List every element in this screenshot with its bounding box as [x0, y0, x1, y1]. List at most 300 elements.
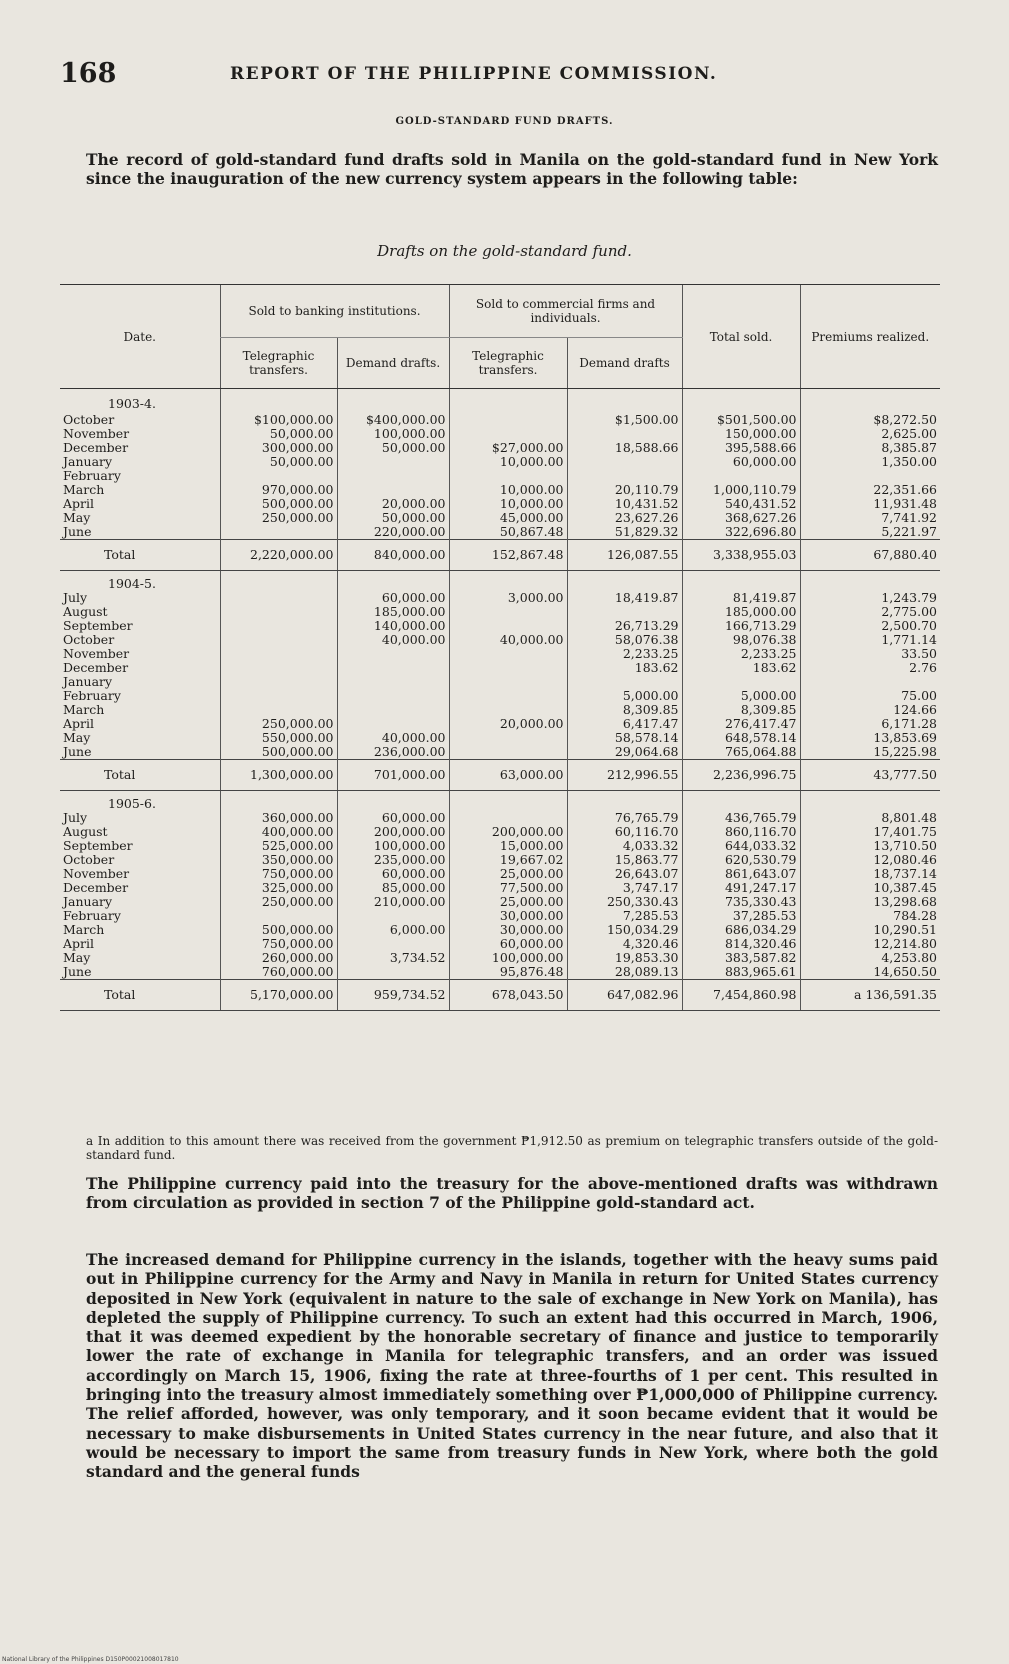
value-cell	[567, 605, 682, 619]
drafts-table	[60, 284, 940, 1011]
table-row	[60, 469, 940, 483]
value-cell	[800, 675, 940, 689]
value-cell: 1,000,110.79	[682, 483, 800, 497]
total-label: Total	[60, 980, 220, 1011]
value-cell: 220,000.00	[337, 525, 449, 540]
paragraph-currency-demand: The increased demand for Philippine currency in the islands, together with the heavy sums paid out in Philippine currency for the Army and Navy in Manila in return for United States currency deposited in New York (equivalent in nature to the sale of exchange in New York on Manila), has depleted the supply of Philippine currency. To such an extent had this occurred in March, 1906, that it was deemed expedient by the honorable secretary of finance and justice to temporarily lower the rate of exchange in Manila for telegraphic transfers, and an order was issued accordingly on March 15, 1906, fixing the rate at three-fourths of 1 per cent. This resulted in bringing into the treasury almost immediately something over ₱1,000,000 of Philippine currency. The relief afforded, however, was only temporary, and it soon became evident that it would be necessary to make disbursements in United States currency in the near future, and also that it would be necessary to import the same from treasury funds in New York, where both the gold standard and the general funds	[86, 1250, 938, 1482]
header-banking: Sold to banking institutions.	[220, 285, 449, 338]
total-value: 1,300,000.00	[220, 760, 337, 791]
table-row	[60, 745, 940, 760]
value-cell: 95,876.48	[449, 965, 567, 980]
value-cell: 750,000.00	[220, 867, 337, 881]
value-cell: 13,298.68	[800, 895, 940, 909]
value-cell: 50,000.00	[220, 455, 337, 469]
month-cell: November	[63, 427, 130, 441]
value-cell: 20,000.00	[337, 497, 449, 511]
table-row	[60, 427, 940, 441]
value-cell	[220, 689, 337, 703]
value-cell	[220, 633, 337, 647]
year-label: 1903-4.	[108, 396, 156, 411]
table-row	[60, 965, 940, 980]
value-cell	[449, 661, 567, 675]
value-cell	[220, 661, 337, 675]
value-cell: 100,000.00	[337, 839, 449, 853]
value-cell: 29,064.68	[567, 745, 682, 760]
value-cell	[337, 689, 449, 703]
value-cell: 100,000.00	[337, 427, 449, 441]
value-cell: 76,765.79	[567, 811, 682, 825]
empty-cell	[449, 791, 567, 812]
header-total-sold: Total sold.	[682, 285, 800, 389]
value-cell: 750,000.00	[220, 937, 337, 951]
month-cell: March	[63, 923, 105, 937]
month-cell: November	[63, 867, 130, 881]
value-cell: 25,000.00	[449, 895, 567, 909]
value-cell: 30,000.00	[449, 923, 567, 937]
month-cell: August	[63, 605, 108, 619]
value-cell	[337, 661, 449, 675]
value-cell	[449, 619, 567, 633]
value-cell: 300,000.00	[220, 441, 337, 455]
total-value: 126,087.55	[567, 540, 682, 571]
total-value: 43,777.50	[800, 760, 940, 791]
value-cell: 14,650.50	[800, 965, 940, 980]
value-cell: 30,000.00	[449, 909, 567, 923]
month-cell: June	[63, 525, 92, 539]
value-cell: 250,000.00	[220, 717, 337, 731]
value-cell: 23,627.26	[567, 511, 682, 525]
value-cell: 686,034.29	[682, 923, 800, 937]
empty-cell	[449, 389, 567, 414]
value-cell: 4,320.46	[567, 937, 682, 951]
value-cell: 970,000.00	[220, 483, 337, 497]
value-cell	[449, 703, 567, 717]
value-cell: 350,000.00	[220, 853, 337, 867]
value-cell: 8,801.48	[800, 811, 940, 825]
value-cell: 7,741.92	[800, 511, 940, 525]
month-cell: July	[63, 811, 88, 825]
value-cell: 124.66	[800, 703, 940, 717]
value-cell: 58,578.14	[567, 731, 682, 745]
value-cell: 2,625.00	[800, 427, 940, 441]
empty-cell	[220, 571, 337, 592]
value-cell: 5,000.00	[682, 689, 800, 703]
value-cell	[220, 647, 337, 661]
table-row	[60, 839, 940, 853]
value-cell	[449, 675, 567, 689]
value-cell: 15,000.00	[449, 839, 567, 853]
empty-cell	[220, 389, 337, 414]
value-cell: 22,351.66	[800, 483, 940, 497]
value-cell: 325,000.00	[220, 881, 337, 895]
value-cell: 3,000.00	[449, 591, 567, 605]
value-cell: 18,419.87	[567, 591, 682, 605]
value-cell: $27,000.00	[449, 441, 567, 455]
value-cell: 2.76	[800, 661, 940, 675]
header-telegraphic-banking: Telegraphic transfers.	[220, 338, 337, 389]
value-cell	[220, 605, 337, 619]
value-cell: 40,000.00	[449, 633, 567, 647]
table-row	[60, 703, 940, 717]
value-cell	[337, 483, 449, 497]
value-cell: 50,000.00	[337, 441, 449, 455]
month-cell: January	[63, 675, 113, 689]
table-row	[60, 895, 940, 909]
value-cell	[220, 525, 337, 540]
value-cell: 1,243.79	[800, 591, 940, 605]
total-value: 701,000.00	[337, 760, 449, 791]
value-cell: 19,853.30	[567, 951, 682, 965]
table-row	[60, 511, 940, 525]
value-cell: 51,829.32	[567, 525, 682, 540]
year-row	[60, 389, 940, 414]
table-row	[60, 605, 940, 619]
value-cell: 540,431.52	[682, 497, 800, 511]
empty-cell	[337, 389, 449, 414]
value-cell: 81,419.87	[682, 591, 800, 605]
footnote: a In addition to this amount there was received from the government ₱1,912.50 as premium on telegraphic transfers outside of the gold-standard fund.	[86, 1134, 938, 1162]
value-cell: 2,233.25	[682, 647, 800, 661]
total-value: 67,880.40	[800, 540, 940, 571]
value-cell: 10,000.00	[449, 455, 567, 469]
table-row	[60, 525, 940, 540]
month-cell: May	[63, 511, 91, 525]
value-cell	[337, 937, 449, 951]
total-row	[60, 760, 940, 791]
empty-cell	[449, 571, 567, 592]
value-cell: 19,667.02	[449, 853, 567, 867]
total-value: 212,996.55	[567, 760, 682, 791]
value-cell: 2,233.25	[567, 647, 682, 661]
total-value: 678,043.50	[449, 980, 567, 1011]
table-row	[60, 923, 940, 937]
table-row	[60, 497, 940, 511]
value-cell: 58,076.38	[567, 633, 682, 647]
month-cell: February	[63, 469, 121, 483]
value-cell	[220, 909, 337, 923]
value-cell: 8,309.85	[682, 703, 800, 717]
value-cell: 200,000.00	[449, 825, 567, 839]
value-cell: 15,863.77	[567, 853, 682, 867]
month-cell: April	[63, 937, 94, 951]
total-value: 3,338,955.03	[682, 540, 800, 571]
value-cell: 368,627.26	[682, 511, 800, 525]
table-row	[60, 825, 940, 839]
month-cell: February	[63, 689, 121, 703]
month-cell: December	[63, 441, 129, 455]
value-cell	[220, 591, 337, 605]
month-cell: August	[63, 825, 108, 839]
value-cell: 6,171.28	[800, 717, 940, 731]
table-row	[60, 675, 940, 689]
value-cell: 140,000.00	[337, 619, 449, 633]
value-cell: 60,000.00	[682, 455, 800, 469]
table-row	[60, 455, 940, 469]
value-cell	[220, 619, 337, 633]
table-row	[60, 619, 940, 633]
value-cell: 644,033.32	[682, 839, 800, 853]
value-cell: 500,000.00	[220, 497, 337, 511]
value-cell: 525,000.00	[220, 839, 337, 853]
month-cell: October	[63, 853, 115, 867]
value-cell: 861,643.07	[682, 867, 800, 881]
table-row	[60, 811, 940, 825]
value-cell: $100,000.00	[220, 413, 337, 427]
table-row	[60, 867, 940, 881]
value-cell: 26,643.07	[567, 867, 682, 881]
value-cell	[337, 469, 449, 483]
value-cell: $400,000.00	[337, 413, 449, 427]
value-cell: 10,000.00	[449, 497, 567, 511]
table-row	[60, 661, 940, 675]
value-cell	[449, 731, 567, 745]
total-label: Total	[60, 540, 220, 571]
value-cell: 150,000.00	[682, 427, 800, 441]
value-cell: 5,000.00	[567, 689, 682, 703]
value-cell: 260,000.00	[220, 951, 337, 965]
value-cell: 1,350.00	[800, 455, 940, 469]
month-cell: September	[63, 839, 133, 853]
value-cell	[682, 469, 800, 483]
year-label: 1905-6.	[108, 796, 156, 811]
value-cell: $8,272.50	[800, 413, 940, 427]
value-cell: 210,000.00	[337, 895, 449, 909]
running-head: REPORT OF THE PHILIPPINE COMMISSION.	[230, 64, 718, 84]
empty-cell	[337, 571, 449, 592]
year-row	[60, 571, 940, 592]
page-header	[60, 58, 940, 88]
month-cell: June	[63, 745, 92, 759]
section-heading: GOLD-STANDARD FUND DRAFTS.	[395, 116, 614, 127]
value-cell	[449, 427, 567, 441]
value-cell: 60,000.00	[449, 937, 567, 951]
paragraph-currency-withdrawn: The Philippine currency paid into the treasury for the above-mentioned drafts was withdrawn from circulation as provided in section 7 of the Philippine gold-standard act.	[86, 1174, 938, 1213]
table-row	[60, 633, 940, 647]
table-row	[60, 441, 940, 455]
value-cell	[337, 909, 449, 923]
intro-paragraph: The record of gold-standard fund drafts sold in Manila on the gold-standard fund in New York since the inauguration of the new currency system appears in the following table:	[86, 150, 938, 188]
empty-cell	[682, 571, 800, 592]
value-cell	[449, 469, 567, 483]
value-cell: 4,033.32	[567, 839, 682, 853]
value-cell: 25,000.00	[449, 867, 567, 881]
table-row	[60, 731, 940, 745]
month-cell: December	[63, 881, 129, 895]
month-cell: January	[63, 455, 113, 469]
value-cell	[800, 469, 940, 483]
empty-cell	[800, 791, 940, 812]
value-cell: 85,000.00	[337, 881, 449, 895]
value-cell: 500,000.00	[220, 745, 337, 760]
empty-cell	[800, 389, 940, 414]
value-cell: 12,080.46	[800, 853, 940, 867]
value-cell: 648,578.14	[682, 731, 800, 745]
value-cell: 784.28	[800, 909, 940, 923]
value-cell: 50,000.00	[220, 427, 337, 441]
month-cell: April	[63, 717, 94, 731]
table-row	[60, 951, 940, 965]
value-cell: 185,000.00	[337, 605, 449, 619]
value-cell	[337, 717, 449, 731]
total-value: 2,236,996.75	[682, 760, 800, 791]
value-cell: $501,500.00	[682, 413, 800, 427]
value-cell: 8,309.85	[567, 703, 682, 717]
value-cell: 883,965.61	[682, 965, 800, 980]
value-cell: 550,000.00	[220, 731, 337, 745]
value-cell	[449, 605, 567, 619]
value-cell: 60,000.00	[337, 867, 449, 881]
value-cell	[567, 455, 682, 469]
month-cell: October	[63, 413, 115, 427]
value-cell: 235,000.00	[337, 853, 449, 867]
table-caption: Drafts on the gold-standard fund.	[377, 242, 632, 260]
value-cell: 183.62	[682, 661, 800, 675]
value-cell: 15,225.98	[800, 745, 940, 760]
value-cell	[337, 675, 449, 689]
header-demand-commercial: Demand drafts	[567, 338, 682, 389]
empty-cell	[800, 571, 940, 592]
header-telegraphic-commercial: Telegraphic transfers.	[449, 338, 567, 389]
month-cell: December	[63, 661, 129, 675]
month-cell: May	[63, 731, 91, 745]
month-cell: February	[63, 909, 121, 923]
value-cell: 860,116.70	[682, 825, 800, 839]
value-cell: 436,765.79	[682, 811, 800, 825]
table-row	[60, 881, 940, 895]
empty-cell	[567, 571, 682, 592]
value-cell: 250,000.00	[220, 895, 337, 909]
empty-cell	[567, 791, 682, 812]
value-cell: 2,500.70	[800, 619, 940, 633]
value-cell: 166,713.29	[682, 619, 800, 633]
value-cell	[220, 469, 337, 483]
value-cell: 13,853.69	[800, 731, 940, 745]
total-value: 5,170,000.00	[220, 980, 337, 1011]
value-cell: 491,247.17	[682, 881, 800, 895]
value-cell: 40,000.00	[337, 731, 449, 745]
value-cell: 4,253.80	[800, 951, 940, 965]
value-cell: 18,588.66	[567, 441, 682, 455]
value-cell: 6,417.47	[567, 717, 682, 731]
empty-cell	[220, 791, 337, 812]
total-value: 63,000.00	[449, 760, 567, 791]
total-value: 959,734.52	[337, 980, 449, 1011]
month-cell: July	[63, 591, 88, 605]
value-cell: 26,713.29	[567, 619, 682, 633]
value-cell: 18,737.14	[800, 867, 940, 881]
table-row	[60, 909, 940, 923]
value-cell: 276,417.47	[682, 717, 800, 731]
value-cell: 250,000.00	[220, 511, 337, 525]
value-cell: 98,076.38	[682, 633, 800, 647]
value-cell: 322,696.80	[682, 525, 800, 540]
value-cell: 2,775.00	[800, 605, 940, 619]
value-cell	[682, 675, 800, 689]
total-value: 840,000.00	[337, 540, 449, 571]
month-cell: April	[63, 497, 94, 511]
table-row	[60, 937, 940, 951]
value-cell: 395,588.66	[682, 441, 800, 455]
value-cell: 383,587.82	[682, 951, 800, 965]
year-row	[60, 791, 940, 812]
page-number: 168	[60, 58, 117, 89]
value-cell	[337, 455, 449, 469]
value-cell	[449, 689, 567, 703]
value-cell: 60,000.00	[337, 591, 449, 605]
value-cell: 60,116.70	[567, 825, 682, 839]
month-cell: January	[63, 895, 113, 909]
value-cell: 760,000.00	[220, 965, 337, 980]
month-cell: May	[63, 951, 91, 965]
month-cell: September	[63, 619, 133, 633]
value-cell: 28,089.13	[567, 965, 682, 980]
source-strip: National Library of the Philippines D150P00021008017810	[2, 1656, 179, 1663]
value-cell: 7,285.53	[567, 909, 682, 923]
value-cell: 10,431.52	[567, 497, 682, 511]
value-cell	[337, 703, 449, 717]
table-row	[60, 689, 940, 703]
value-cell: 77,500.00	[449, 881, 567, 895]
total-row	[60, 980, 940, 1011]
value-cell: 236,000.00	[337, 745, 449, 760]
value-cell: 37,285.53	[682, 909, 800, 923]
value-cell: 185,000.00	[682, 605, 800, 619]
empty-cell	[682, 389, 800, 414]
value-cell	[449, 413, 567, 427]
value-cell	[337, 965, 449, 980]
value-cell: 100,000.00	[449, 951, 567, 965]
value-cell: 735,330.43	[682, 895, 800, 909]
value-cell: 50,000.00	[337, 511, 449, 525]
value-cell	[220, 675, 337, 689]
value-cell: 17,401.75	[800, 825, 940, 839]
value-cell: 814,320.46	[682, 937, 800, 951]
month-cell: March	[63, 703, 105, 717]
value-cell	[449, 647, 567, 661]
value-cell	[220, 703, 337, 717]
table-row	[60, 853, 940, 867]
value-cell: 3,734.52	[337, 951, 449, 965]
table-body	[60, 389, 940, 1011]
value-cell: 50,867.48	[449, 525, 567, 540]
value-cell: 360,000.00	[220, 811, 337, 825]
header-demand-banking: Demand drafts.	[337, 338, 449, 389]
value-cell: 12,214.80	[800, 937, 940, 951]
value-cell: 765,064.88	[682, 745, 800, 760]
month-cell: October	[63, 633, 115, 647]
header-date: Date.	[60, 285, 220, 389]
value-cell: 10,000.00	[449, 483, 567, 497]
value-cell: 40,000.00	[337, 633, 449, 647]
header-premiums: Premiums realized.	[800, 285, 940, 389]
value-cell	[567, 675, 682, 689]
value-cell: 13,710.50	[800, 839, 940, 853]
total-value: 2,220,000.00	[220, 540, 337, 571]
value-cell	[449, 811, 567, 825]
value-cell: 183.62	[567, 661, 682, 675]
value-cell: 11,931.48	[800, 497, 940, 511]
year-label: 1904-5.	[108, 576, 156, 591]
value-cell: 250,330.43	[567, 895, 682, 909]
value-cell: 620,530.79	[682, 853, 800, 867]
total-value: 647,082.96	[567, 980, 682, 1011]
value-cell: 33.50	[800, 647, 940, 661]
value-cell: 150,034.29	[567, 923, 682, 937]
empty-cell	[682, 791, 800, 812]
value-cell: 10,290.51	[800, 923, 940, 937]
value-cell: 500,000.00	[220, 923, 337, 937]
value-cell: 45,000.00	[449, 511, 567, 525]
